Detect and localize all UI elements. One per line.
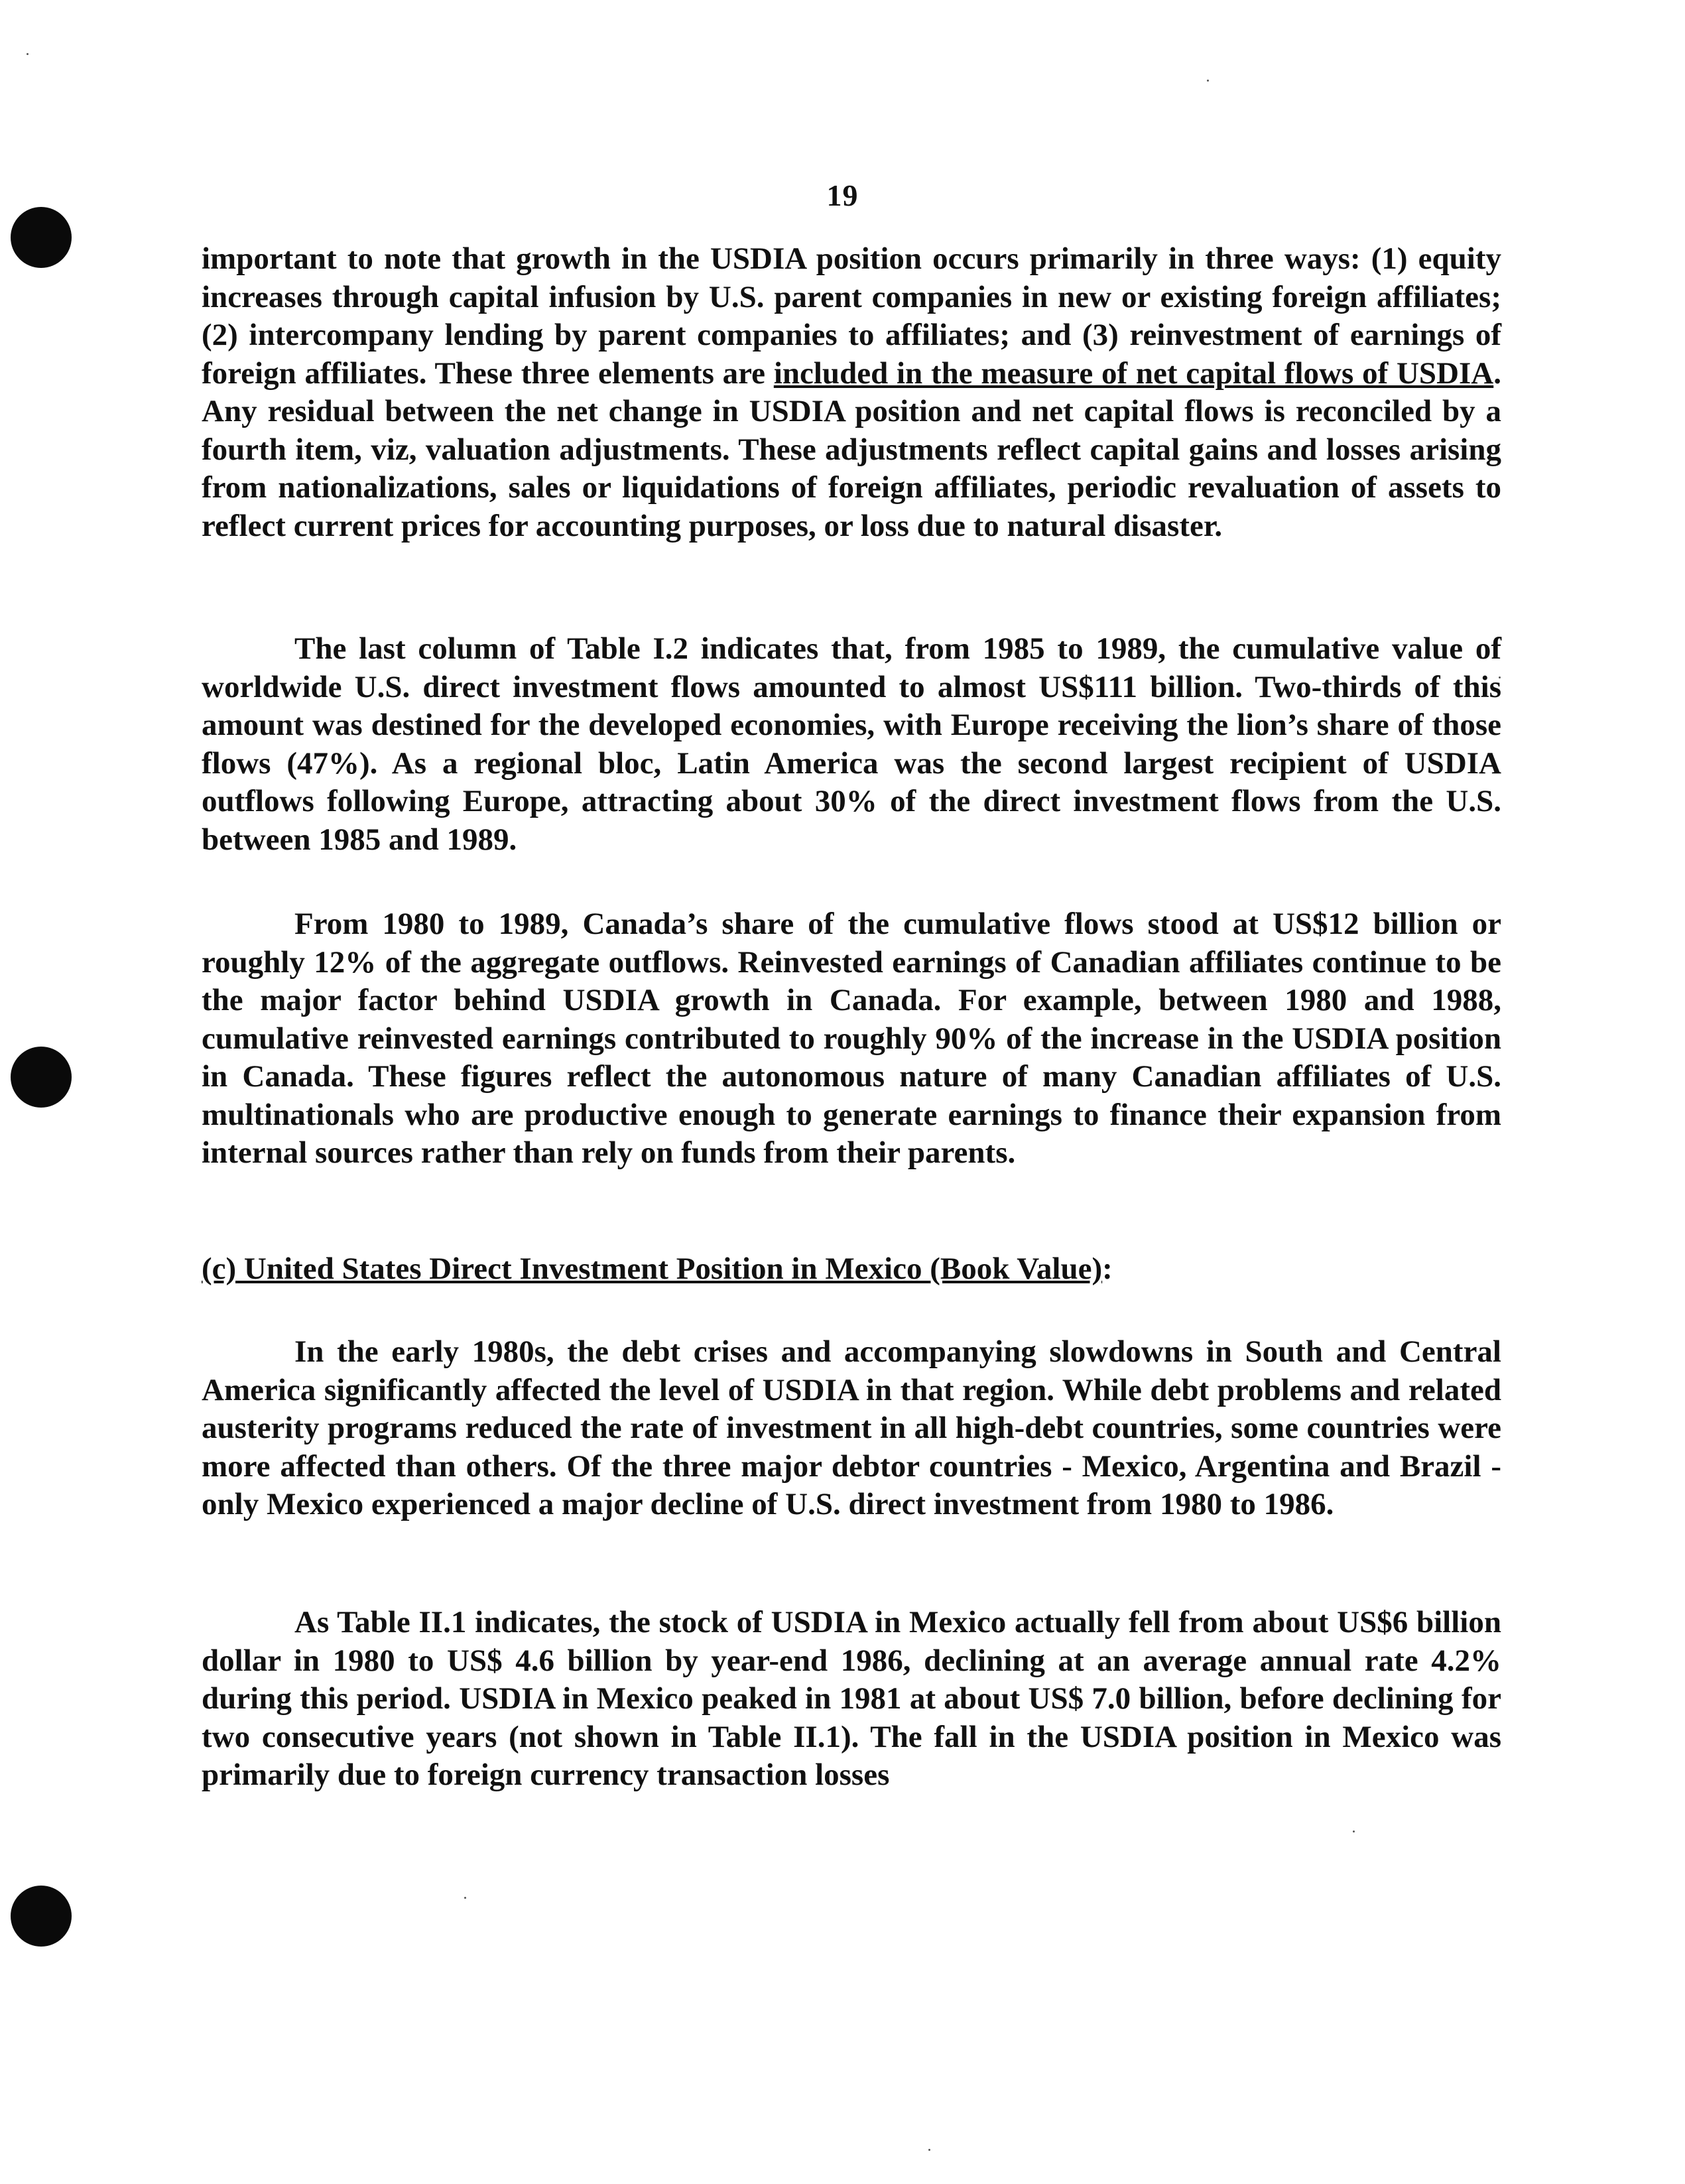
underlined-phrase: included in the measure of net capital flows of USDIA <box>773 355 1494 391</box>
section-heading-text: (c) United States Direct Investment Position in Mexico (Book Value) <box>202 1252 1103 1286</box>
page-number: 19 <box>826 178 859 212</box>
paragraph-canada-share <box>202 905 1501 1173</box>
scan-speck <box>1353 1831 1355 1832</box>
scan-speck <box>27 53 29 55</box>
paragraph-mexico-stock <box>202 1604 1501 1795</box>
punch-hole-top <box>11 207 72 268</box>
paragraph-text: As Table II.1 indicates, the stock of USDIA in Mexico actually fell from about US$6 billion dollar in 1980 to US$ 4.6 billion by year-end 1986, declining at an average annual rate 4.2% during this period. USDIA in Mexico peaked in 1981 at about US$ 7.0 billion, before declining for two consecutive years (not shown in Table II.1). The fall in the USDIA position in Mexico was primarily due to foreign currency transaction losses <box>202 1605 1501 1792</box>
paragraph-text: important to note that growth in the USDIA position occurs primarily in three ways: (1) equity increases through capital infusion by U.S. parent companies in new or existing foreign affiliates; (2) intercompany lending by parent companies to affiliates; and (3) reinvestment of earnings of foreign affiliates. These three elements are <box>202 241 1501 391</box>
paragraph-debt-crises <box>202 1333 1501 1524</box>
paragraph-text: In the early 1980s, the debt crises and accompanying slowdowns in South and Central America significantly affected the level of USDIA in that region. While debt problems and related austerity programs reduced the rate of investment in all high-debt countries, some countries were more affected than others. Of the three major debtor countries - Mexico, Argentina and Brazil - only Mexico experienced a major decline of U.S. direct investment from 1980 to 1986. <box>202 1334 1501 1521</box>
punch-hole-middle <box>11 1047 72 1108</box>
paragraph-worldwide-flows <box>202 630 1501 859</box>
punch-hole-bottom <box>11 1886 72 1947</box>
section-heading-colon: : <box>1102 1252 1113 1286</box>
section-heading <box>202 1251 1113 1287</box>
scan-speck <box>1207 80 1209 82</box>
paragraph-text: . Any residual between the net change in USDIA position and net capital flows is reconciled by a fourth item, viz, valuation adjustments. These adjustments reflect capital gains and losses arising from nationalizations, sales or liquidations of foreign affiliates, periodic revaluation of assets to reflect current prices for accounting purposes, or loss due to natural disaster. <box>202 355 1501 543</box>
paragraph-text: From 1980 to 1989, Canada’s share of the cumulative flows stood at US$12 billion or roughly 12% of the aggregate outflows. Reinvested earnings of Canadian affiliates continue to be the major factor behind USDIA growth in Canada. For example, between 1980 and 1988, cumulative reinvested earnings contributed to roughly 90% of the increase in the USDIA position in Canada. These figures reflect the autonomous nature of many Canadian affiliates of U.S. multinationals who are productive enough to generate earnings to finance their expansion from internal sources rather than rely on funds from their parents. <box>202 907 1501 1170</box>
paragraph-text: The last column of Table I.2 indicates that, from 1985 to 1989, the cumulative value of worldwide U.S. direct investment flows amounted to almost US$111 billion. Two-thirds of this amount was destined for the developed economies, with Europe receiving the lion’s share of those flows (47%). As a regional bloc, Latin America was the second largest recipient of USDIA outflows following Europe, attracting about 30% of the direct investment flows from the U.S. between 1985 and 1989. <box>202 631 1501 857</box>
scan-speck <box>464 1897 466 1899</box>
scan-speck <box>928 2149 930 2151</box>
paragraph-usdia-growth <box>202 240 1501 545</box>
